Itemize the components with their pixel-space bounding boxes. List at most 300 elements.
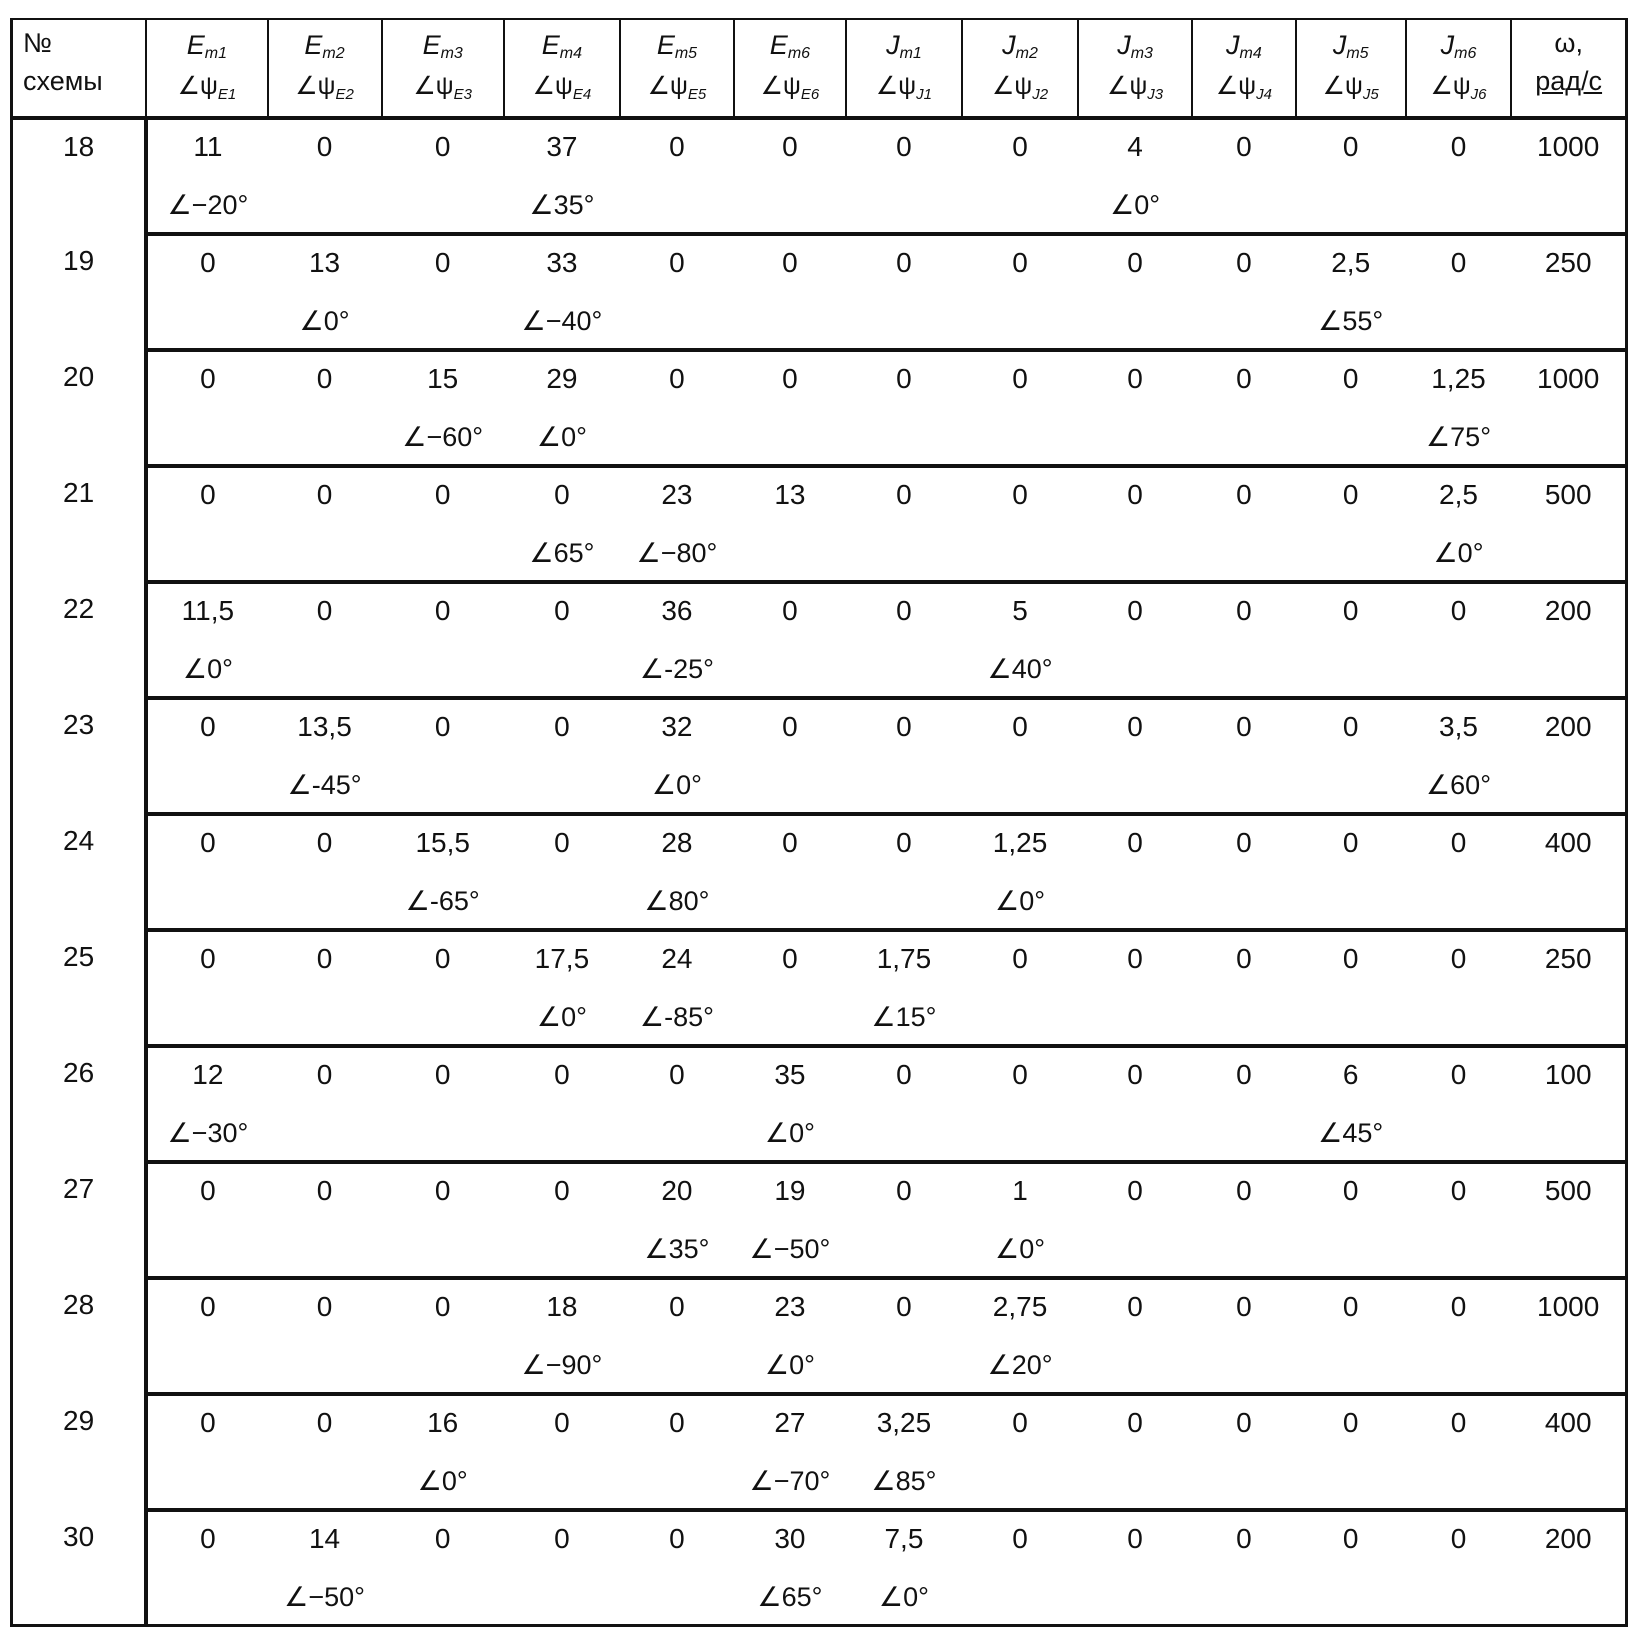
amplitude-value: 12 (192, 1059, 224, 1090)
amplitude-value: 0 (782, 711, 798, 742)
param-phase: $\angle\psi_{E6}$ (760, 72, 820, 103)
amplitude-cell (504, 1046, 620, 1162)
amplitude-cell (962, 1046, 1078, 1162)
amplitude-value: 2,75 (992, 1291, 1048, 1322)
amplitude-value: 0 (896, 247, 912, 278)
amplitude-cell (1078, 1278, 1192, 1394)
amplitude-cell (268, 1510, 382, 1626)
scheme-header-line2: схемы (23, 66, 103, 96)
phase-angle-value: ∠75° (1425, 422, 1491, 452)
amplitude-value: 0 (200, 363, 216, 394)
amplitude-value: 0 (200, 1407, 216, 1438)
table-row (12, 814, 1627, 930)
amplitude-cell (1192, 350, 1296, 466)
amplitude-value: 4 (1127, 131, 1143, 162)
amplitude-value: 20 (661, 1175, 693, 1206)
amplitude-value: 0 (1236, 1407, 1252, 1438)
amplitude-value: 36 (661, 595, 693, 626)
amplitude-cell (146, 930, 267, 1046)
amplitude-value: 0 (669, 363, 685, 394)
scheme-number-cell (12, 1278, 147, 1394)
param-phase: $\angle\psi_{J3}$ (1107, 72, 1164, 103)
amplitude-value: 0 (434, 247, 451, 278)
amplitude-cell (620, 1162, 734, 1278)
amplitude-cell (504, 930, 620, 1046)
amplitude-value: 35 (774, 1059, 806, 1090)
amplitude-cell (382, 582, 504, 698)
amplitude-cell (962, 1394, 1078, 1510)
amplitude-cell (146, 1162, 267, 1278)
amplitude-value: 0 (1012, 1523, 1028, 1554)
table-row (12, 1510, 1627, 1626)
amplitude-cell (382, 1394, 504, 1510)
amplitude-cell (382, 234, 504, 350)
omega-cell (1511, 118, 1626, 234)
amplitude-cell (734, 350, 846, 466)
amplitude-cell (268, 930, 382, 1046)
param-header-jm3 (1078, 19, 1192, 118)
omega-cell (1511, 1278, 1626, 1394)
amplitude-value: 0 (1127, 943, 1143, 974)
amplitude-value: 16 (427, 1407, 459, 1438)
amplitude-cell (382, 930, 504, 1046)
amplitude-value: 0 (1236, 1291, 1252, 1322)
amplitude-cell (846, 1162, 962, 1278)
scheme-number-cell (12, 118, 147, 234)
amplitude-cell (146, 466, 267, 582)
amplitude-value: 0 (200, 943, 216, 974)
amplitude-cell (620, 1278, 734, 1394)
amplitude-value: 3,25 (876, 1407, 932, 1438)
amplitude-cell (504, 814, 620, 930)
amplitude-cell (1296, 118, 1406, 234)
amplitude-cell (268, 1162, 382, 1278)
omega-value: 250 (1544, 247, 1592, 278)
amplitude-value: 0 (200, 711, 216, 742)
scheme-number-cell (12, 814, 147, 930)
param-header-jm2 (962, 19, 1078, 118)
amplitude-cell (1192, 1162, 1296, 1278)
amplitude-cell (146, 118, 267, 234)
amplitude-cell (962, 234, 1078, 350)
amplitude-value: 0 (1127, 1523, 1143, 1554)
amplitude-value: 0 (1450, 247, 1467, 278)
phase-angle-value: ∠0° (764, 1350, 815, 1380)
amplitude-value: 0 (1236, 479, 1252, 510)
param-header-em1 (146, 19, 267, 118)
table-row (12, 234, 1627, 350)
amplitude-cell (1406, 1162, 1512, 1278)
omega-header-line2: рад/с (1535, 66, 1603, 96)
amplitude-value: 0 (782, 943, 798, 974)
omega-value: 400 (1544, 827, 1592, 858)
amplitude-value: 23 (774, 1291, 806, 1322)
amplitude-cell (268, 1394, 382, 1510)
amplitude-value: 30 (774, 1523, 806, 1554)
amplitude-value: 0 (316, 1407, 333, 1438)
amplitude-cell (268, 466, 382, 582)
amplitude-value: 0 (1236, 943, 1252, 974)
param-phase: $\angle\psi_{J6}$ (1430, 72, 1487, 103)
phase-angle-value: ∠35° (529, 190, 595, 220)
amplitude-value: 0 (1450, 1407, 1467, 1438)
amplitude-cell (1296, 1046, 1406, 1162)
amplitude-value: 0 (782, 247, 798, 278)
amplitude-cell (504, 1394, 620, 1510)
amplitude-cell (620, 466, 734, 582)
amplitude-cell (1406, 350, 1512, 466)
omega-value: 250 (1544, 943, 1592, 974)
amplitude-value: 6 (1342, 1059, 1359, 1090)
omega-value: 200 (1544, 711, 1592, 742)
table-row (12, 1162, 1627, 1278)
amplitude-cell (620, 118, 734, 234)
param-symbol: $E_{m5}$ (656, 30, 698, 62)
scheme-number: 25 (63, 941, 95, 972)
param-header-jm1 (846, 19, 962, 118)
amplitude-cell (1078, 698, 1192, 814)
amplitude-value: 0 (1236, 363, 1252, 394)
amplitude-value: 0 (669, 1291, 685, 1322)
amplitude-value: 0 (1012, 363, 1028, 394)
amplitude-cell (146, 1046, 267, 1162)
amplitude-value: 0 (316, 131, 333, 162)
amplitude-cell (846, 698, 962, 814)
amplitude-cell (1296, 1394, 1406, 1510)
amplitude-value: 0 (782, 595, 798, 626)
amplitude-cell (1078, 234, 1192, 350)
amplitude-cell (382, 118, 504, 234)
amplitude-cell (1296, 698, 1406, 814)
amplitude-cell (382, 1046, 504, 1162)
amplitude-value: 0 (1342, 943, 1359, 974)
amplitude-value: 1,75 (876, 943, 932, 974)
amplitude-cell (1078, 930, 1192, 1046)
param-symbol: $J_{m3}$ (1117, 30, 1153, 62)
amplitude-cell (1192, 1510, 1296, 1626)
amplitude-value: 0 (1012, 479, 1028, 510)
amplitude-value: 0 (1127, 711, 1143, 742)
amplitude-value: 0 (896, 1291, 912, 1322)
amplitude-value: 0 (434, 711, 451, 742)
scheme-number-cell (12, 1046, 147, 1162)
phase-angle-value: ∠15° (871, 1002, 937, 1032)
phase-angle-value: ∠-65° (405, 886, 480, 916)
scheme-header-line1: № (23, 28, 52, 58)
amplitude-cell (1406, 1278, 1512, 1394)
amplitude-cell (504, 350, 620, 466)
amplitude-cell (1406, 118, 1512, 234)
phase-angle-value: ∠−20° (167, 190, 249, 220)
amplitude-value: 0 (1236, 595, 1252, 626)
omega-value: 500 (1544, 1175, 1592, 1206)
amplitude-value: 1,25 (1431, 363, 1486, 394)
phase-angle-value: ∠−70° (749, 1466, 831, 1496)
amplitude-value: 0 (1342, 131, 1359, 162)
amplitude-value: 0 (1012, 1407, 1028, 1438)
amplitude-value: 0 (554, 1523, 570, 1554)
scheme-number: 23 (63, 709, 95, 740)
omega-cell (1511, 466, 1626, 582)
amplitude-value: 3,5 (1439, 711, 1478, 742)
omega-value: 400 (1544, 1407, 1592, 1438)
amplitude-cell (146, 582, 267, 698)
amplitude-value: 0 (434, 943, 451, 974)
amplitude-value: 0 (1342, 827, 1359, 858)
amplitude-value: 0 (1127, 247, 1143, 278)
phase-angle-value: ∠0° (417, 1466, 468, 1496)
amplitude-value: 0 (1450, 1059, 1467, 1090)
param-header-em2 (268, 19, 382, 118)
table-row (12, 118, 1627, 234)
omega-cell (1511, 1162, 1626, 1278)
amplitude-cell (1078, 582, 1192, 698)
phase-angle-value: ∠−80° (636, 538, 718, 568)
amplitude-cell (1296, 234, 1406, 350)
amplitude-cell (268, 118, 382, 234)
scheme-number: 30 (63, 1521, 95, 1552)
omega-header (1511, 19, 1626, 118)
amplitude-cell (268, 350, 382, 466)
amplitude-cell (962, 1510, 1078, 1626)
amplitude-cell (504, 1278, 620, 1394)
phase-angle-value: ∠20° (987, 1350, 1053, 1380)
amplitude-value: 15 (427, 363, 459, 394)
amplitude-value: 0 (782, 827, 798, 858)
omega-cell (1511, 1046, 1626, 1162)
amplitude-value: 28 (661, 827, 693, 858)
param-phase: $\angle\psi_{J4}$ (1215, 72, 1272, 103)
amplitude-cell (382, 350, 504, 466)
omega-value: 1000 (1537, 131, 1600, 162)
amplitude-value: 0 (1450, 1523, 1467, 1554)
amplitude-cell (962, 350, 1078, 466)
param-phase: $\angle\psi_{J2}$ (991, 72, 1049, 103)
amplitude-cell (1192, 814, 1296, 930)
amplitude-cell (382, 814, 504, 930)
phase-angle-value: ∠−50° (284, 1582, 365, 1612)
amplitude-value: 32 (661, 711, 693, 742)
amplitude-value: 0 (200, 247, 216, 278)
amplitude-value: 0 (669, 247, 685, 278)
scheme-number-cell (12, 466, 147, 582)
amplitude-value: 0 (434, 1523, 451, 1554)
omega-cell (1511, 1394, 1626, 1510)
amplitude-value: 2,5 (1331, 247, 1371, 278)
amplitude-cell (382, 1510, 504, 1626)
amplitude-value: 0 (669, 1407, 685, 1438)
amplitude-cell (382, 466, 504, 582)
amplitude-cell (962, 582, 1078, 698)
scheme-number: 21 (63, 477, 95, 508)
phase-angle-value: ∠65° (757, 1582, 823, 1612)
amplitude-value: 0 (896, 1059, 912, 1090)
amplitude-value: 0 (782, 363, 798, 394)
phase-angle-value: ∠80° (644, 886, 710, 916)
omega-cell (1511, 1510, 1626, 1626)
amplitude-cell (268, 234, 382, 350)
amplitude-value: 0 (200, 827, 216, 858)
omega-cell (1511, 814, 1626, 930)
amplitude-cell (146, 234, 267, 350)
amplitude-cell (846, 1278, 962, 1394)
omega-value: 500 (1544, 479, 1592, 510)
phase-angle-value: ∠−60° (402, 422, 484, 452)
amplitude-cell (1406, 930, 1512, 1046)
param-header-jm4 (1192, 19, 1296, 118)
amplitude-value: 0 (434, 131, 451, 162)
amplitude-cell (1078, 1046, 1192, 1162)
amplitude-cell (1406, 466, 1512, 582)
amplitude-cell (620, 698, 734, 814)
phase-angle-value: ∠60° (1425, 770, 1491, 800)
param-symbol: $E_{m1}$ (186, 30, 227, 62)
amplitude-value: 0 (1342, 1407, 1359, 1438)
scheme-number-cell (12, 698, 147, 814)
amplitude-value: 0 (1342, 1291, 1359, 1322)
amplitude-value: 0 (669, 131, 685, 162)
amplitude-value: 0 (1012, 1059, 1028, 1090)
phase-angle-value: ∠0° (1433, 538, 1484, 568)
amplitude-cell (620, 234, 734, 350)
amplitude-value: 0 (896, 595, 912, 626)
amplitude-cell (268, 582, 382, 698)
phase-angle-value: ∠0° (299, 306, 350, 336)
amplitude-value: 14 (308, 1523, 341, 1554)
amplitude-cell (962, 698, 1078, 814)
amplitude-cell (846, 118, 962, 234)
amplitude-value: 0 (1450, 595, 1467, 626)
amplitude-cell (1406, 814, 1512, 930)
amplitude-value: 0 (1236, 1523, 1252, 1554)
amplitude-value: 0 (1342, 1523, 1359, 1554)
amplitude-value: 0 (1127, 1407, 1143, 1438)
amplitude-cell (1192, 1394, 1296, 1510)
param-phase: $\angle\psi_{E2}$ (295, 72, 354, 103)
amplitude-cell (504, 582, 620, 698)
amplitude-cell (962, 118, 1078, 234)
amplitude-cell (846, 234, 962, 350)
amplitude-value: 11,5 (181, 595, 235, 626)
amplitude-cell (382, 1162, 504, 1278)
table-row (12, 1046, 1627, 1162)
param-header-em5 (620, 19, 734, 118)
param-symbol: $J_{m6}$ (1440, 30, 1477, 62)
amplitude-value: 0 (316, 943, 333, 974)
amplitude-value: 0 (896, 827, 912, 858)
amplitude-value: 0 (316, 1175, 333, 1206)
amplitude-cell (734, 1394, 846, 1510)
amplitude-value: 0 (1012, 247, 1028, 278)
amplitude-value: 0 (896, 131, 912, 162)
amplitude-cell (1296, 814, 1406, 930)
amplitude-value: 0 (896, 363, 912, 394)
omega-cell (1511, 234, 1626, 350)
table-body (12, 118, 1627, 1626)
phase-angle-value: ∠85° (871, 1466, 937, 1496)
amplitude-value: 33 (546, 247, 578, 278)
amplitude-value: 0 (1127, 363, 1143, 394)
amplitude-value: 23 (661, 479, 693, 510)
amplitude-value: 0 (200, 1175, 216, 1206)
omega-cell (1511, 350, 1626, 466)
phase-angle-value: ∠45° (1318, 1118, 1384, 1148)
scheme-number-cell (12, 582, 147, 698)
table-row (12, 930, 1627, 1046)
amplitude-cell (1296, 1278, 1406, 1394)
amplitude-value: 0 (1127, 1059, 1143, 1090)
param-phase: $\angle\psi_{E3}$ (413, 72, 472, 103)
phase-angle-value: ∠0° (651, 770, 702, 800)
amplitude-cell (1406, 698, 1512, 814)
amplitude-cell (1078, 350, 1192, 466)
amplitude-value: 29 (546, 363, 578, 394)
scheme-number-header (12, 19, 147, 118)
amplitude-value: 0 (316, 479, 333, 510)
amplitude-cell (1078, 1510, 1192, 1626)
phase-angle-value: ∠0° (536, 1002, 587, 1032)
amplitude-value: 0 (1012, 711, 1028, 742)
amplitude-cell (504, 1162, 620, 1278)
amplitude-cell (504, 118, 620, 234)
amplitude-cell (1406, 1046, 1512, 1162)
amplitude-value: 0 (554, 1059, 570, 1090)
amplitude-value: 0 (1450, 1291, 1467, 1322)
amplitude-value: 0 (1342, 595, 1359, 626)
omega-cell (1511, 582, 1626, 698)
amplitude-cell (1078, 1394, 1192, 1510)
amplitude-value: 0 (434, 1175, 451, 1206)
amplitude-cell (268, 698, 382, 814)
phase-angle-value: ∠0° (878, 1582, 929, 1612)
amplitude-cell (846, 466, 962, 582)
amplitude-cell (962, 1162, 1078, 1278)
amplitude-value: 0 (200, 1291, 216, 1322)
param-symbol: $E_{m6}$ (769, 30, 811, 62)
amplitude-value: 0 (669, 1523, 685, 1554)
amplitude-cell (268, 1046, 382, 1162)
param-header-jm5 (1296, 19, 1406, 118)
amplitude-value: 13 (774, 479, 806, 510)
amplitude-value: 0 (1127, 1175, 1143, 1206)
amplitude-value: 0 (1127, 595, 1143, 626)
amplitude-value: 0 (200, 479, 216, 510)
omega-cell (1511, 930, 1626, 1046)
phase-angle-value: ∠55° (1318, 306, 1384, 336)
phase-angle-value: ∠0° (995, 886, 1046, 916)
amplitude-cell (620, 814, 734, 930)
amplitude-value: 37 (546, 131, 578, 162)
amplitude-cell (1296, 582, 1406, 698)
amplitude-value: 0 (1450, 943, 1467, 974)
amplitude-value: 0 (434, 479, 451, 510)
amplitude-cell (1192, 698, 1296, 814)
amplitude-cell (1192, 1046, 1296, 1162)
scheme-number-cell (12, 1394, 147, 1510)
amplitude-value: 19 (774, 1175, 806, 1206)
param-symbol: $J_{m1}$ (886, 30, 922, 62)
amplitude-cell (146, 1394, 267, 1510)
amplitude-cell (268, 1278, 382, 1394)
amplitude-cell (504, 698, 620, 814)
phase-angle-value: ∠−90° (521, 1350, 603, 1380)
amplitude-value: 0 (782, 131, 798, 162)
param-symbol: $J_{m4}$ (1226, 30, 1262, 62)
param-symbol: $J_{m5}$ (1332, 30, 1369, 62)
amplitude-value: 0 (1236, 247, 1252, 278)
param-phase: $\angle\psi_{E4}$ (532, 72, 592, 103)
amplitude-cell (1078, 466, 1192, 582)
